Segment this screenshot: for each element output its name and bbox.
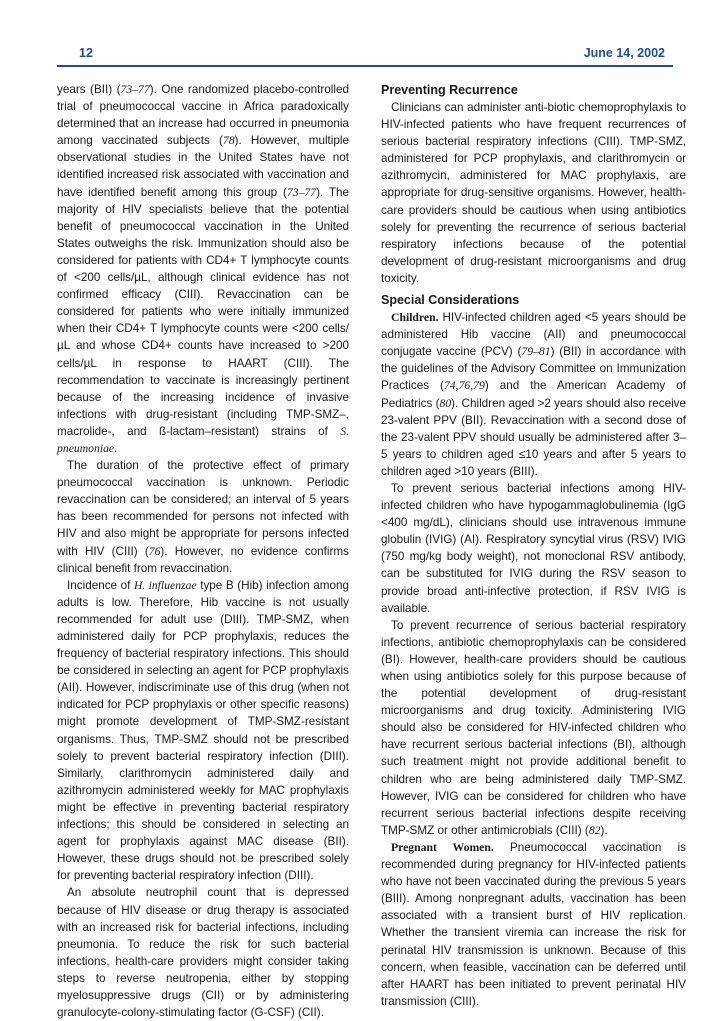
paragraph-ivig: To prevent serious bacterial infections among HIV-infected children who have hypogammaglobulinemia (IgG <400 mg/dL), clinicians should use intravenous immune globulin (IVIG) (AI). Respiratory syncytial virus (RSV) IVIG (750 mg/kg body weight), not monoclonal RSV antibody, can be substituted for IVIG during the RSV season to provide broad anti-infective protection, if RSV IVIG is available. (381, 481, 686, 615)
species-name: S. pneumoniae (57, 424, 349, 455)
page-header (57, 40, 673, 66)
paragraph-children: Children. HIV-infected children aged <5 years should be administered Hib vaccine (AII) and pneumococcal conjugate vaccine (PCV) (79–81) (BII) in accordance with the guidelines of the Advisory Committee on Immunization Practices (74,76,79) and the American Academy of Pediatrics (80). Children aged >2 years should also receive 23-valent PPV (BII). Revaccination with a second dose of the 23-valent PPV should usually be administered after 3–5 years to children aged ≤10 years and after 5 years to children aged >10 years (BIII). (381, 311, 687, 478)
citation: 78 (222, 134, 235, 148)
paragraph-pregnant-women: Pregnant Women. Pneumococcal vaccination is recommended during pregnancy for HIV-infected patients who have not been vaccinated during the previous 5 years (BIII). Among nonpregnant adults, vaccination has been associated with a transient burst of HIV replication. Whether the transient viremia can increase the risk for perinatal HIV transmission is unknown. Because of this concern, when feasible, vaccination can be deferred until after HAART has been initiated to prevent perinatal HIV transmission (CIII). (381, 840, 686, 1008)
run-in-heading-pregnant-women: Pregnant Women. (391, 840, 494, 854)
publication-date: June 14, 2002 (583, 46, 665, 60)
paragraph-pneumococcal-evidence: years (BII) (73–77). One randomized placebo-controlled trial of pneumococcal vaccine in Africa paradoxically determined that an increase had occurred in pneumonia among vaccinated subjects (78). However, multiple observational studies in the United States have not identified increased risk associated with vaccination and have identified benefit among this group (73–77). The majority of HIV specialists believe that the potential benefit of pneumococcal vaccination in the United States outweighs the risk. Immunization should also be considered for patients with CD4+ T lymphocyte counts of <200 cells/µL, although clinical evidence has not confirmed efficacy (CIII). Revaccination can be considered for patients who were initially immunized when their CD4+ T lymphocyte counts were <200 cells/µL and whose CD4+ counts have increased to >200 cells/µL in response to HAART (CIII). The recommendation to vaccinate is increasingly pertinent because of the increasing incidence of invasive infections with drug-resistant (including TMP-SMZ–, macrolide-, and ß-lactam–resistant) strains of S. pneumoniae. (57, 83, 349, 455)
citation: 74,76,79 (443, 379, 485, 393)
species-name: H. influenzae (133, 578, 197, 592)
run-in-heading-children: Children. (391, 311, 439, 325)
page-number: 12 (79, 46, 93, 60)
citation: 76 (148, 544, 161, 558)
citation: 80 (439, 396, 452, 410)
paragraph-hib-incidence: Incidence of H. influenzae type B (Hib) infection among adults is low. Therefore, Hib vaccine is not usually recommended for adult use (DIII). TMP-SMZ, when administered daily for PCP prophylaxis, reduces the frequency of bacterial respiratory infections. This should be considered in selecting an agent for PCP prophylaxis (AII). However, indiscriminate use of this drug (when not indicated for PCP prophylaxis or other specific reasons) might promote development of TMP-SMZ-resistant organisms. Thus, TMP-SMZ should not be prescribed solely to prevent bacterial respiratory infection (DIII). Similarly, clarithromycin administered daily and azithromycin administered weekly for MAC prophylaxis might be effective in preventing bacterial respiratory infections; this should be considered in selecting an agent for prophylaxis against MAC disease (BII). However, these drugs should not be prescribed solely for preventing bacterial respiratory infection (DIII). (57, 578, 350, 883)
paragraph-revaccination: The duration of the protective effect of primary pneumococcal vaccination is unknown. Periodic revaccination can be considered; an interval of 5 years has been recommended for persons not infected with HIV and also might be appropriate for persons infected with HIV (CIII) (76). However, no evidence confirms clinical benefit from revaccination. (57, 459, 349, 575)
paragraph-neutropenia: An absolute neutrophil count that is depressed because of HIV disease or drug therapy is associated with an increased risk for bacterial infections, including pneumonia. To reduce the risk for such bacterial infections, health-care providers might consider taking steps to reverse neutropenia, either by stopping myelosuppressive drugs (CII) or by administering granulocyte-colony-stimulating factor (G-CSF) (CII). (57, 886, 349, 1020)
paragraph-chemoprophylaxis: Clinicians can administer anti-biotic chemoprophylaxis to HIV-infected patients who have frequent recurrences of serious bacterial respiratory infections (CIII). TMP-SMZ, administered for PCP prophylaxis, and clarithromycin or azithromycin, administered for MAC prophylaxis, are appropriate for drug-sensitive organisms. However, health-care providers should be cautious when using antibiotics solely for preventing the recurrence of serious bacterial respiratory infections because of the potential development of drug-resistant microorganisms and drug toxicity. (381, 101, 686, 285)
citation: 73–77 (120, 83, 150, 96)
right-column (381, 81, 686, 1010)
citation: 79–81 (521, 345, 551, 359)
paragraph-recurrence-children: To prevent recurrence of serious bacterial respiratory infections, antibiotic chemoprophylaxis can be considered (BI). However, health-care providers should be cautious when using antibiotics solely for this purpose because of the potential development of drug-resistant microorganisms and drug toxicity. Administering IVIG should also be considered for HIV-infected children who have recurrent serious bacterial infections (BI), although such treatment might not provide additional benefit to children who are being administered daily TMP-SMZ. However, IVIG can be considered for children who have recurrent serious bacterial infections despite receiving TMP-SMZ or other antimicrobials (CIII) (82). (381, 618, 686, 837)
header-rule (57, 65, 673, 67)
left-column (57, 81, 349, 1021)
citation: 82 (588, 823, 601, 837)
citation: 73–77 (286, 185, 317, 199)
section-heading-special-considerations: Special Considerations (381, 293, 520, 308)
section-heading-preventing-recurrence: Preventing Recurrence (381, 83, 518, 97)
